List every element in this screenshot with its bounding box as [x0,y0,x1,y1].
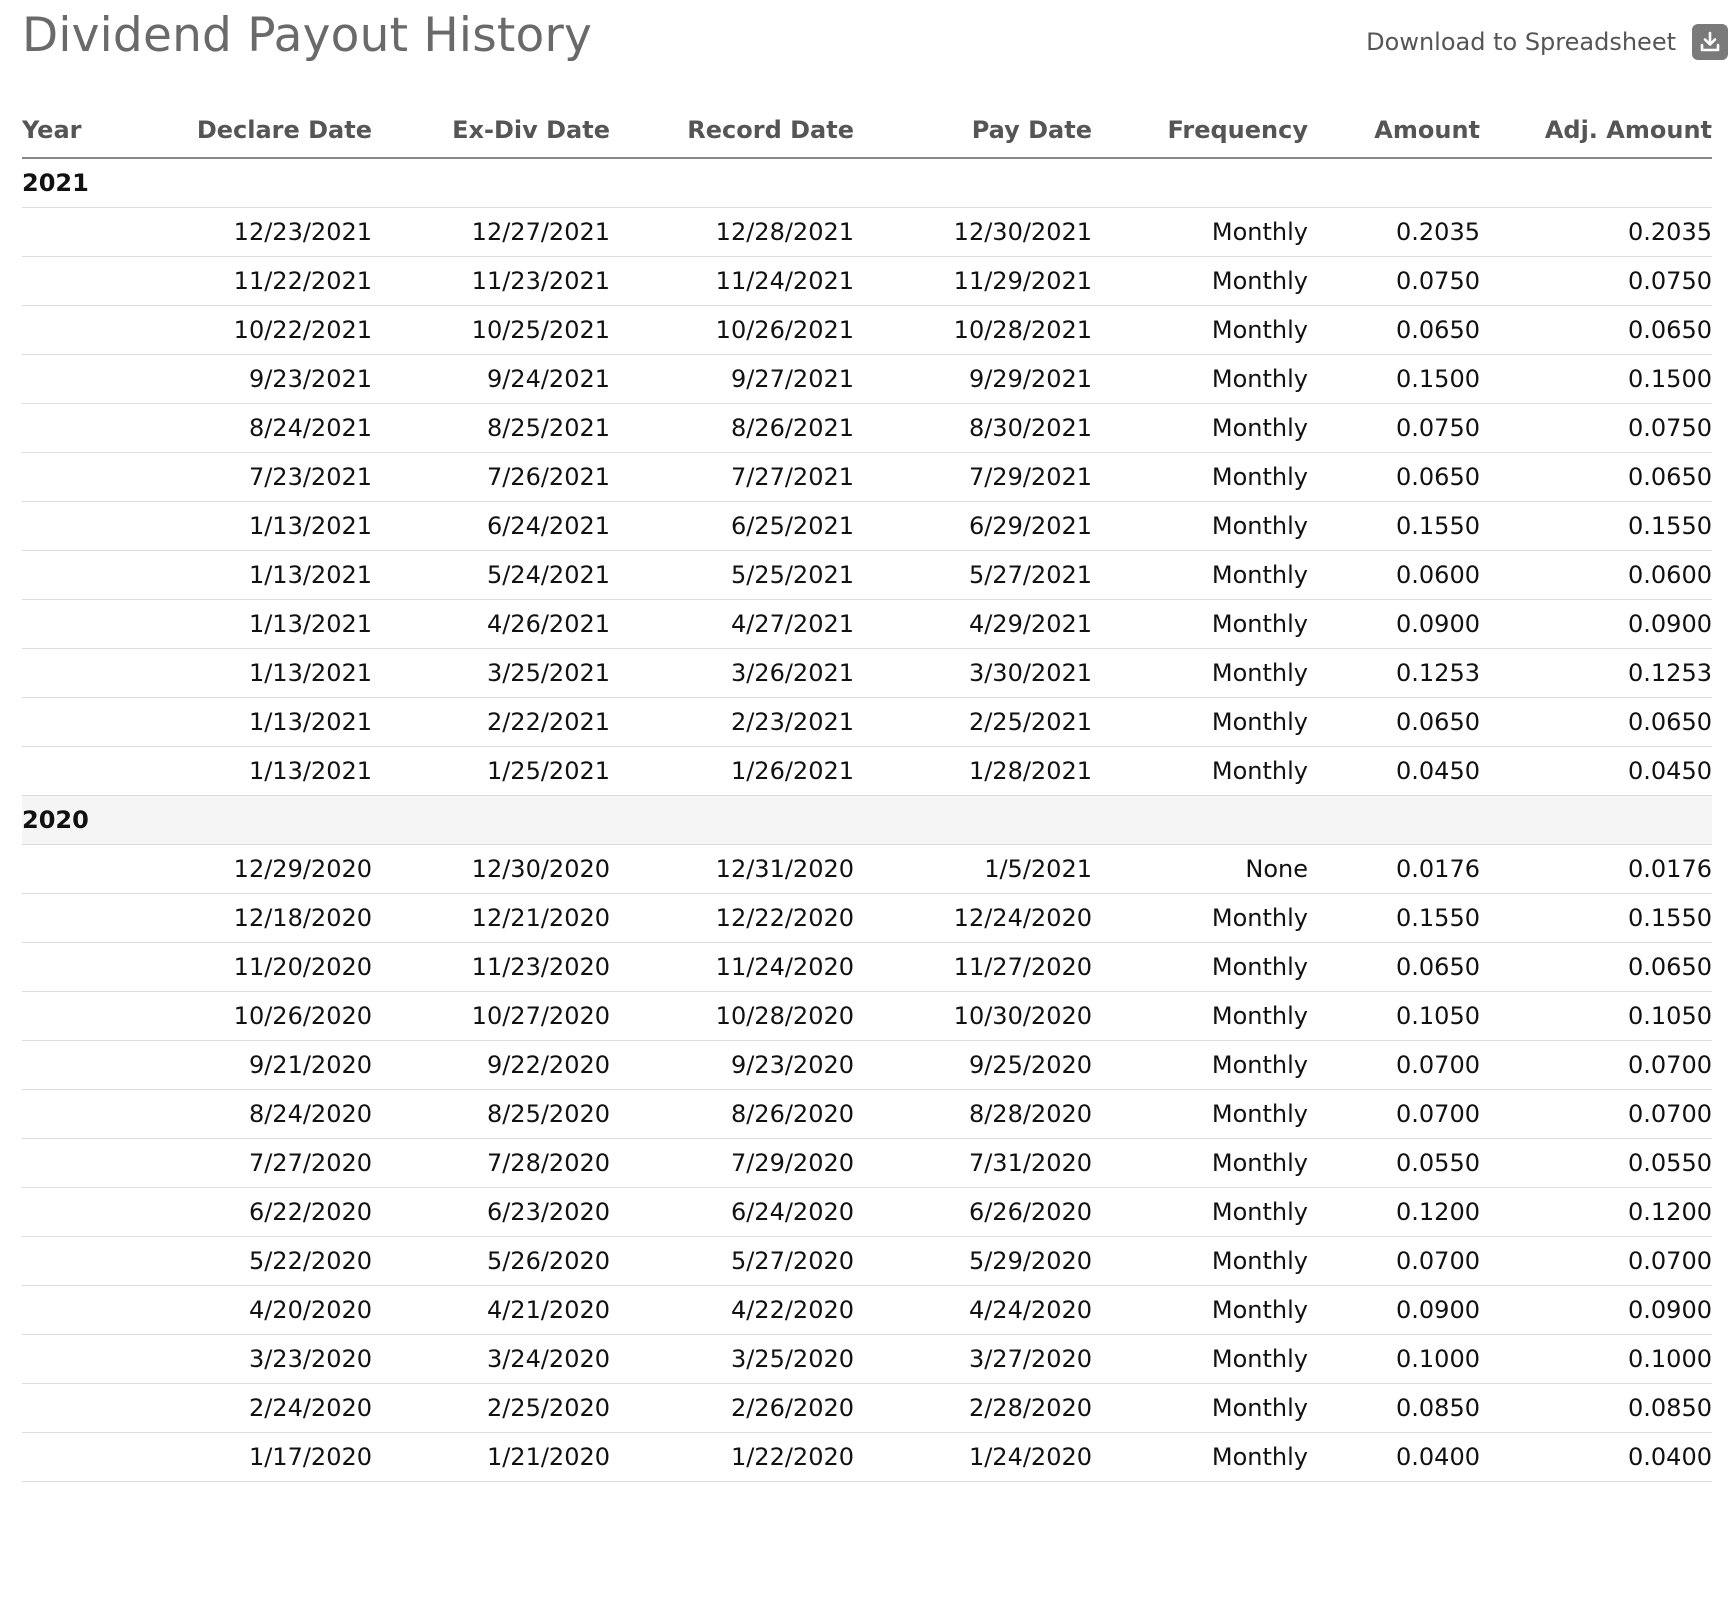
adj-amount-cell: 0.0700 [1480,1040,1712,1089]
pay-date-cell: 6/26/2020 [854,1187,1092,1236]
frequency-cell: Monthly [1092,599,1308,648]
ex-div-date-cell: 9/24/2021 [372,354,610,403]
table-row [22,1236,1712,1285]
amount-cell: 0.1200 [1308,1187,1480,1236]
table-row [22,1138,1712,1187]
declare-date-cell: 12/23/2021 [102,207,372,256]
download-label: Download to Spreadsheet [1366,28,1676,56]
table-row [22,599,1712,648]
frequency-cell: Monthly [1092,1089,1308,1138]
adj-amount-cell: 0.2035 [1480,207,1712,256]
pay-date-cell: 4/24/2020 [854,1285,1092,1334]
year-cell [22,1138,102,1187]
year-cell [22,501,102,550]
frequency-cell: Monthly [1092,256,1308,305]
declare-date-cell: 7/23/2021 [102,452,372,501]
declare-date-cell: 9/21/2020 [102,1040,372,1089]
amount-cell: 0.0750 [1308,403,1480,452]
year-cell [22,1334,102,1383]
declare-date-cell: 5/22/2020 [102,1236,372,1285]
table-row [22,1334,1712,1383]
column-header-frequency[interactable]: Frequency [1092,108,1308,158]
declare-date-cell: 7/27/2020 [102,1138,372,1187]
amount-cell: 0.0600 [1308,550,1480,599]
ex-div-date-cell: 2/22/2021 [372,697,610,746]
ex-div-date-cell: 1/25/2021 [372,746,610,795]
record-date-cell: 6/24/2020 [610,1187,854,1236]
adj-amount-cell: 0.1500 [1480,354,1712,403]
record-date-cell: 10/28/2020 [610,991,854,1040]
table-row [22,844,1712,893]
amount-cell: 0.1500 [1308,354,1480,403]
download-icon[interactable] [1692,24,1728,60]
adj-amount-cell: 0.0650 [1480,452,1712,501]
record-date-cell: 2/26/2020 [610,1383,854,1432]
declare-date-cell: 1/13/2021 [102,648,372,697]
record-date-cell: 5/27/2020 [610,1236,854,1285]
record-date-cell: 7/29/2020 [610,1138,854,1187]
declare-date-cell: 9/23/2021 [102,354,372,403]
amount-cell: 0.1550 [1308,501,1480,550]
table-row [22,1383,1712,1432]
frequency-cell: Monthly [1092,1040,1308,1089]
dividend-table [22,108,1712,1482]
amount-cell: 0.2035 [1308,207,1480,256]
table-row [22,1040,1712,1089]
frequency-cell: Monthly [1092,1138,1308,1187]
ex-div-date-cell: 6/23/2020 [372,1187,610,1236]
declare-date-cell: 1/13/2021 [102,746,372,795]
year-label: 2021 [22,158,1712,207]
declare-date-cell: 6/22/2020 [102,1187,372,1236]
download-to-spreadsheet-button[interactable] [1366,24,1728,60]
record-date-cell: 11/24/2021 [610,256,854,305]
record-date-cell: 12/31/2020 [610,844,854,893]
amount-cell: 0.0650 [1308,942,1480,991]
amount-cell: 0.0900 [1308,1285,1480,1334]
pay-date-cell: 2/28/2020 [854,1383,1092,1432]
ex-div-date-cell: 4/26/2021 [372,599,610,648]
year-cell [22,991,102,1040]
ex-div-date-cell: 2/25/2020 [372,1383,610,1432]
declare-date-cell: 10/26/2020 [102,991,372,1040]
year-cell [22,697,102,746]
adj-amount-cell: 0.0900 [1480,1285,1712,1334]
ex-div-date-cell: 12/27/2021 [372,207,610,256]
pay-date-cell: 10/30/2020 [854,991,1092,1040]
declare-date-cell: 4/20/2020 [102,1285,372,1334]
record-date-cell: 3/26/2021 [610,648,854,697]
record-date-cell: 8/26/2020 [610,1089,854,1138]
year-cell [22,452,102,501]
record-date-cell: 5/25/2021 [610,550,854,599]
pay-date-cell: 8/30/2021 [854,403,1092,452]
frequency-cell: Monthly [1092,1383,1308,1432]
declare-date-cell: 11/20/2020 [102,942,372,991]
record-date-cell: 6/25/2021 [610,501,854,550]
frequency-cell: Monthly [1092,1432,1308,1481]
ex-div-date-cell: 12/21/2020 [372,893,610,942]
ex-div-date-cell: 3/25/2021 [372,648,610,697]
year-cell [22,1187,102,1236]
pay-date-cell: 3/30/2021 [854,648,1092,697]
record-date-cell: 12/22/2020 [610,893,854,942]
year-cell [22,1089,102,1138]
year-cell [22,1236,102,1285]
declare-date-cell: 11/22/2021 [102,256,372,305]
record-date-cell: 12/28/2021 [610,207,854,256]
amount-cell: 0.0550 [1308,1138,1480,1187]
frequency-cell: Monthly [1092,354,1308,403]
pay-date-cell: 6/29/2021 [854,501,1092,550]
frequency-cell: Monthly [1092,452,1308,501]
amount-cell: 0.0650 [1308,452,1480,501]
year-cell [22,403,102,452]
amount-cell: 0.0450 [1308,746,1480,795]
year-cell [22,599,102,648]
amount-cell: 0.0750 [1308,256,1480,305]
frequency-cell: Monthly [1092,893,1308,942]
pay-date-cell: 4/29/2021 [854,599,1092,648]
year-cell [22,648,102,697]
adj-amount-cell: 0.1550 [1480,893,1712,942]
year-label: 2020 [22,795,1712,844]
frequency-cell: Monthly [1092,1285,1308,1334]
year-cell [22,207,102,256]
record-date-cell: 9/27/2021 [610,354,854,403]
ex-div-date-cell: 10/27/2020 [372,991,610,1040]
ex-div-date-cell: 11/23/2021 [372,256,610,305]
year-cell [22,1285,102,1334]
amount-cell: 0.0900 [1308,599,1480,648]
amount-cell: 0.1000 [1308,1334,1480,1383]
adj-amount-cell: 0.0650 [1480,305,1712,354]
column-header-adj-amount[interactable]: Adj. Amount [1480,108,1712,158]
year-cell [22,746,102,795]
adj-amount-cell: 0.1050 [1480,991,1712,1040]
declare-date-cell: 10/22/2021 [102,305,372,354]
pay-date-cell: 1/5/2021 [854,844,1092,893]
adj-amount-cell: 0.0176 [1480,844,1712,893]
record-date-cell: 11/24/2020 [610,942,854,991]
column-header-pay-date[interactable]: Pay Date [854,108,1092,158]
year-cell [22,305,102,354]
pay-date-cell: 1/24/2020 [854,1432,1092,1481]
adj-amount-cell: 0.1550 [1480,501,1712,550]
frequency-cell: Monthly [1092,991,1308,1040]
pay-date-cell: 10/28/2021 [854,305,1092,354]
adj-amount-cell: 0.0600 [1480,550,1712,599]
table-row [22,403,1712,452]
record-date-cell: 1/22/2020 [610,1432,854,1481]
table-row [22,648,1712,697]
record-date-cell: 9/23/2020 [610,1040,854,1089]
table-row [22,697,1712,746]
adj-amount-cell: 0.0550 [1480,1138,1712,1187]
ex-div-date-cell: 9/22/2020 [372,1040,610,1089]
amount-cell: 0.0176 [1308,844,1480,893]
adj-amount-cell: 0.0700 [1480,1236,1712,1285]
table-row [22,501,1712,550]
frequency-cell: Monthly [1092,1334,1308,1383]
table-row [22,893,1712,942]
ex-div-date-cell: 5/26/2020 [372,1236,610,1285]
amount-cell: 0.0650 [1308,305,1480,354]
ex-div-date-cell: 7/26/2021 [372,452,610,501]
amount-cell: 0.1050 [1308,991,1480,1040]
adj-amount-cell: 0.1000 [1480,1334,1712,1383]
frequency-cell: Monthly [1092,207,1308,256]
pay-date-cell: 7/31/2020 [854,1138,1092,1187]
pay-date-cell: 12/24/2020 [854,893,1092,942]
table-row [22,207,1712,256]
ex-div-date-cell: 12/30/2020 [372,844,610,893]
amount-cell: 0.0700 [1308,1040,1480,1089]
declare-date-cell: 1/17/2020 [102,1432,372,1481]
record-date-cell: 1/26/2021 [610,746,854,795]
adj-amount-cell: 0.0700 [1480,1089,1712,1138]
pay-date-cell: 2/25/2021 [854,697,1092,746]
year-cell [22,1040,102,1089]
column-header-declare-date[interactable]: Declare Date [102,108,372,158]
pay-date-cell: 1/28/2021 [854,746,1092,795]
record-date-cell: 2/23/2021 [610,697,854,746]
table-body [22,158,1712,1481]
amount-cell: 0.0400 [1308,1432,1480,1481]
frequency-cell: Monthly [1092,697,1308,746]
pay-date-cell: 8/28/2020 [854,1089,1092,1138]
declare-date-cell: 12/18/2020 [102,893,372,942]
adj-amount-cell: 0.0400 [1480,1432,1712,1481]
ex-div-date-cell: 6/24/2021 [372,501,610,550]
year-cell [22,354,102,403]
year-cell [22,550,102,599]
pay-date-cell: 9/25/2020 [854,1040,1092,1089]
adj-amount-cell: 0.1253 [1480,648,1712,697]
ex-div-date-cell: 8/25/2020 [372,1089,610,1138]
declare-date-cell: 1/13/2021 [102,697,372,746]
frequency-cell: Monthly [1092,648,1308,697]
declare-date-cell: 1/13/2021 [102,501,372,550]
pay-date-cell: 11/27/2020 [854,942,1092,991]
table-header-row [22,108,1712,158]
frequency-cell: Monthly [1092,1236,1308,1285]
frequency-cell: Monthly [1092,942,1308,991]
ex-div-date-cell: 11/23/2020 [372,942,610,991]
table-row [22,305,1712,354]
year-cell [22,893,102,942]
frequency-cell: Monthly [1092,746,1308,795]
ex-div-date-cell: 3/24/2020 [372,1334,610,1383]
frequency-cell: Monthly [1092,1187,1308,1236]
record-date-cell: 4/22/2020 [610,1285,854,1334]
declare-date-cell: 8/24/2021 [102,403,372,452]
pay-date-cell: 7/29/2021 [854,452,1092,501]
column-header-record-date[interactable]: Record Date [610,108,854,158]
adj-amount-cell: 0.0650 [1480,942,1712,991]
adj-amount-cell: 0.0450 [1480,746,1712,795]
ex-div-date-cell: 1/21/2020 [372,1432,610,1481]
record-date-cell: 3/25/2020 [610,1334,854,1383]
table-row [22,550,1712,599]
table-row [22,991,1712,1040]
pay-date-cell: 9/29/2021 [854,354,1092,403]
adj-amount-cell: 0.0750 [1480,403,1712,452]
ex-div-date-cell: 8/25/2021 [372,403,610,452]
pay-date-cell: 5/29/2020 [854,1236,1092,1285]
frequency-cell: Monthly [1092,403,1308,452]
year-group-row [22,795,1712,844]
table-row [22,942,1712,991]
adj-amount-cell: 0.0850 [1480,1383,1712,1432]
amount-cell: 0.0700 [1308,1236,1480,1285]
ex-div-date-cell: 10/25/2021 [372,305,610,354]
table-row [22,746,1712,795]
declare-date-cell: 3/23/2020 [102,1334,372,1383]
ex-div-date-cell: 5/24/2021 [372,550,610,599]
year-cell [22,942,102,991]
table-row [22,1187,1712,1236]
table-row [22,1089,1712,1138]
table-row [22,1432,1712,1481]
column-header-amount[interactable]: Amount [1308,108,1480,158]
declare-date-cell: 8/24/2020 [102,1089,372,1138]
pay-date-cell: 12/30/2021 [854,207,1092,256]
record-date-cell: 7/27/2021 [610,452,854,501]
table-row [22,256,1712,305]
adj-amount-cell: 0.0750 [1480,256,1712,305]
pay-date-cell: 3/27/2020 [854,1334,1092,1383]
table-row [22,452,1712,501]
column-header-ex-div-date[interactable]: Ex-Div Date [372,108,610,158]
year-cell [22,844,102,893]
declare-date-cell: 1/13/2021 [102,599,372,648]
year-cell [22,256,102,305]
record-date-cell: 10/26/2021 [610,305,854,354]
frequency-cell: None [1092,844,1308,893]
year-cell [22,1383,102,1432]
ex-div-date-cell: 7/28/2020 [372,1138,610,1187]
pay-date-cell: 5/27/2021 [854,550,1092,599]
frequency-cell: Monthly [1092,550,1308,599]
declare-date-cell: 2/24/2020 [102,1383,372,1432]
table-row [22,354,1712,403]
pay-date-cell: 11/29/2021 [854,256,1092,305]
frequency-cell: Monthly [1092,305,1308,354]
adj-amount-cell: 0.0650 [1480,697,1712,746]
adj-amount-cell: 0.0900 [1480,599,1712,648]
table-row [22,1285,1712,1334]
declare-date-cell: 1/13/2021 [102,550,372,599]
column-header-year[interactable]: Year [22,108,102,158]
adj-amount-cell: 0.1200 [1480,1187,1712,1236]
amount-cell: 0.1253 [1308,648,1480,697]
amount-cell: 0.0700 [1308,1089,1480,1138]
declare-date-cell: 12/29/2020 [102,844,372,893]
year-group-row [22,158,1712,207]
amount-cell: 0.0650 [1308,697,1480,746]
ex-div-date-cell: 4/21/2020 [372,1285,610,1334]
record-date-cell: 4/27/2021 [610,599,854,648]
amount-cell: 0.0850 [1308,1383,1480,1432]
amount-cell: 0.1550 [1308,893,1480,942]
frequency-cell: Monthly [1092,501,1308,550]
record-date-cell: 8/26/2021 [610,403,854,452]
year-cell [22,1432,102,1481]
page-title: Dividend Payout History [22,8,592,63]
